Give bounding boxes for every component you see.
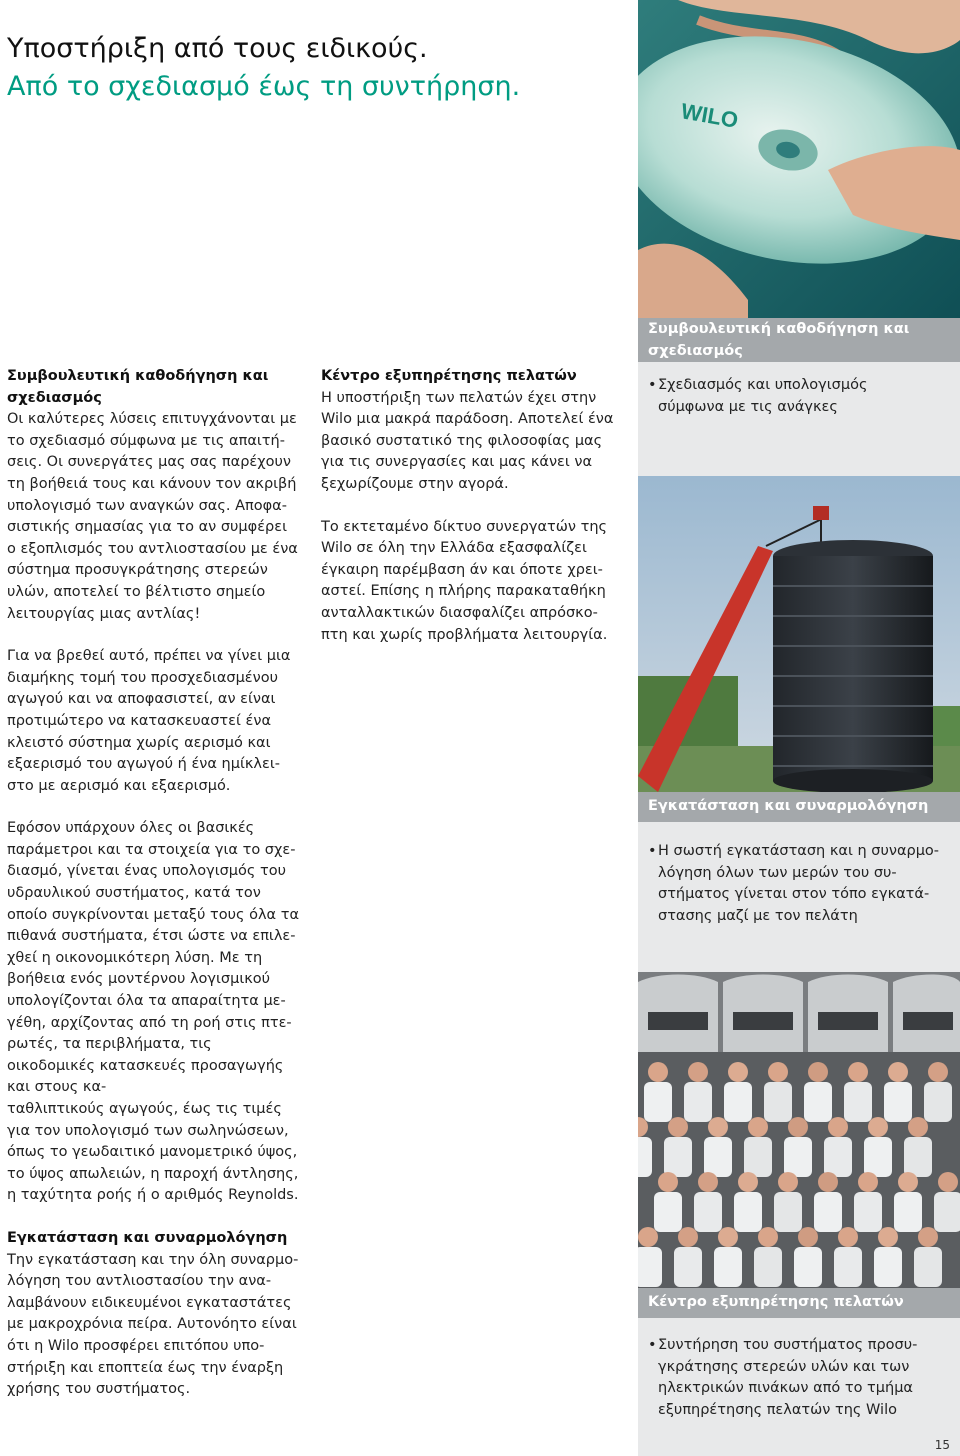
paragraph: Η υποστήριξη των πελατών έχει στην Wilo μια μακρά παράδοση. Αποτελεί ένα βασικό συστατικό της φιλοσοφίας μας για τις συνεργασίες και μας κάνει να ξεχωρίζουμε στην αγορά. xyxy=(321,389,614,492)
page-title xyxy=(7,30,607,106)
sidebar xyxy=(638,0,960,1456)
paragraph: Το εκτεταμένο δίκτυο συνεργατών της Wilo σε όλη την Ελλάδα εξασφαλίζει έγκαιρη παρέμβαση άν και όποτε χρει- αστεί. Επίσης η πλήρης παρακαταθήκη ανταλλακτικών διασφαλίζει απρόσκο- πτη και χωρίς προβλήματα λειτουργία. xyxy=(321,518,608,643)
photo-tank-installation xyxy=(638,476,960,792)
sidebar-panel-consulting xyxy=(638,362,960,476)
paragraph: Την εγκατάσταση και την όλη συναρμο- λόγηση του αντλιοστασίου την ανα- λαμβάνουν ειδικευμένοι εγκαταστάτες με μακροχρόνια πείρα. Αυτονόητο είναι ότι η Wilo προσφέρει επιτόπου υπο- στήριξη και εποπτεία έως την έναρξη χρήσης του συστήματος. xyxy=(7,1251,299,1398)
middle-column xyxy=(321,366,616,646)
bullet-item: • Συντήρηση του συστήματος προσυ- γκράτησης στερεών υλών και των ηλεκτρικών πινάκων από το τμήμα εξυπηρέτησης πελατών της Wilo xyxy=(648,1335,948,1421)
sidebar-bar-installation: Εγκατάσταση και συναρμολόγηση xyxy=(638,792,960,822)
page-number: 15 xyxy=(934,1438,950,1452)
photo-service-team xyxy=(638,972,960,1288)
left-column xyxy=(7,366,299,1401)
bullet-item: • Η σωστή εγκατάσταση και η συναρμο- λόγηση όλων των μερών του συ- στήματος γίνεται στον τόπο εγκατά- στασης μαζί με τον πελάτη xyxy=(648,841,948,927)
bullet-item: • Σχεδιασμός και υπολογισμός σύμφωνα με τις ανάγκες xyxy=(648,375,948,418)
cd-logo: WILO xyxy=(679,98,741,133)
paragraph: Οι καλύτερες λύσεις επιτυγχάνονται με το σχεδιασμό σύμφωνα με τις απαιτή- σεις. Οι συνεργάτες μας σας παρέχουν τη βοήθειά τους και κάνουν τον ακριβή υπολογισμό των αναγκών σας. Αποφα- σιστικής σημασίας για το αν συμφέρει ο εξοπλισμός του αντλιοστασίου με ένα σύστημα προσυγκράτησης στερεών υλών, αποτελεί το βέλτιστο σημείο λειτουργίας μιας αντλίας! xyxy=(7,411,298,622)
sidebar-panel-customer-service xyxy=(638,1318,960,1456)
sidebar-bar-customer-service: Κέντρο εξυπηρέτησης πελατών xyxy=(638,1288,960,1318)
title-line-2: Από το σχεδιασμό έως τη συντήρηση. xyxy=(7,71,521,102)
section-heading-consulting: Συμβουλευτική καθοδήγηση και σχεδιασμός xyxy=(7,368,269,406)
section-heading-customer-service: Κέντρο εξυπηρέτησης πελατών xyxy=(321,368,577,384)
paragraph: Για να βρεθεί αυτό, πρέπει να γίνει μια διαμήκης τομή του προσχεδιασμένου αγωγού και να αποφασιστεί, αν είναι προτιμώτερο να κατασκευαστεί ένα κλειστό σύστημα χωρίς αερισμό και εξαερισμό του αγωγού ή ένα ημίκλει- στο με αερισμό και εξαερισμό. xyxy=(7,648,291,794)
title-line-1: Υποστήριξη από τους ειδικούς. xyxy=(7,33,428,64)
sidebar-panel-installation xyxy=(638,822,960,972)
sidebar-bar-consulting: Συμβουλευτική καθοδήγηση και σχεδιασμός xyxy=(638,318,960,362)
paragraph: Εφόσον υπάρχουν όλες οι βασικές παράμετροι και τα στοιχεία για το σχε- διασμό, γίνεται ένας υπολογισμός του υδραυλικού συστήματος, κατά τον οποίο συγκρίνονται μεταξύ τους όλα τα πιθανά συστήματα, έτσι ώστε να επιλε- χθεί η οικονομικότερη λύση. Με τη βοήθεια ενός μοντέρνου λογισμικού υπολογίζονται όλα τα απαραίτητα με- γέθη, αρχίζοντας από τη ροή στις πτε- ρωτές, τα περιβλήματα, τις οικοδομικές κατασκευές προσαγωγής και στους κα- ταθλιπτικούς αγωγούς, έως τις τιμές για τον υπολογισμό των σωληνώσεων, όπως το γεωδαιτικό μανομετρικό ύψος, το ύψος απωλειών, η παροχή άντλησης, η ταχύτητα ροής ή ο αριθμός Reynolds. xyxy=(7,820,300,1204)
section-heading-installation: Εγκατάσταση και συναρμολόγηση xyxy=(7,1229,288,1246)
photo-cd xyxy=(638,0,960,318)
